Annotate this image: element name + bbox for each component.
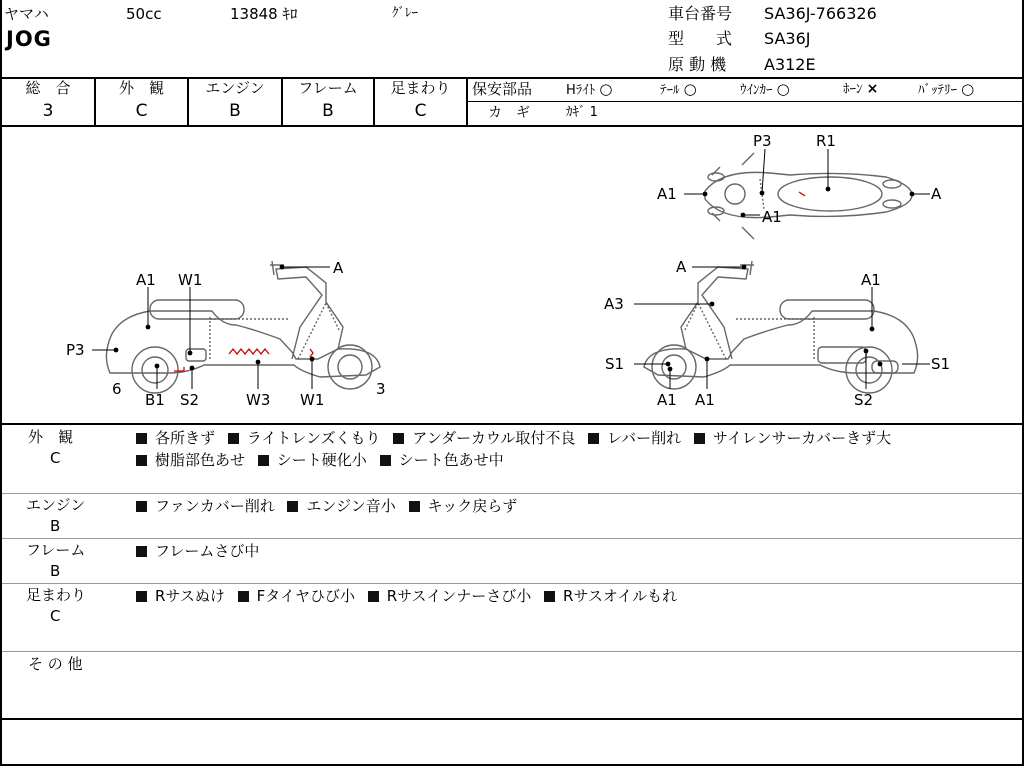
divider <box>2 583 1022 584</box>
remark-item: フレームさび中 <box>155 542 260 560</box>
grade-label-engine: エンジン <box>205 79 265 97</box>
safety-item-battery: ﾊﾞｯﾃﾘｰ ○ <box>918 80 975 98</box>
divider <box>467 101 1022 102</box>
diagram-label: A <box>931 185 942 203</box>
diagram-label: A3 <box>604 295 624 313</box>
remark-item: Fタイヤひび小 <box>256 587 355 605</box>
engine-model-value: A312E <box>764 55 816 74</box>
diagram-label: 6 <box>112 380 122 398</box>
section-grade-suspension: C <box>50 607 61 625</box>
diagram-label: S2 <box>854 391 874 409</box>
remark-item: キック戻らず <box>427 497 518 515</box>
diagram-label: A1 <box>695 391 715 409</box>
diagram-label: W1 <box>178 271 203 289</box>
diagram-label: W1 <box>300 391 325 409</box>
section-title-exterior: 外 観 <box>28 428 74 446</box>
key-value: ｶｷﾞ 1 <box>566 105 598 120</box>
displacement: 50cc <box>126 5 162 23</box>
remark-item: シート硬化小 <box>276 451 367 469</box>
diagram-label: P3 <box>753 132 772 150</box>
remark-item: 樹脂部色あせ <box>155 451 246 469</box>
section-title-engine: エンジン <box>26 496 86 514</box>
remark-line <box>136 585 685 607</box>
scooter-top-view-icon <box>705 153 912 239</box>
diagram-label: A <box>333 259 344 277</box>
diagram-label: W3 <box>246 391 271 409</box>
scratch-mark-icon <box>799 192 805 196</box>
type-value: SA36J <box>764 29 811 48</box>
remark-item: ファンカバー削れ <box>155 497 275 515</box>
grade-label-frame: フレーム <box>298 79 358 97</box>
divider <box>2 423 1022 425</box>
diagram-label: A1 <box>136 271 156 289</box>
mileage-unit: ｷﾛ <box>282 5 298 23</box>
grade-label-suspension: 足まわり <box>390 79 451 97</box>
safety-item-horn: ﾎｰﾝ × <box>843 81 879 97</box>
divider <box>2 651 1022 652</box>
remark-line <box>136 540 267 562</box>
diagram-label: A1 <box>657 185 677 203</box>
diagram-label: S2 <box>180 391 200 409</box>
diagram-label: A <box>676 258 687 276</box>
diagram-label: 3 <box>376 380 386 398</box>
frame-number-label: 車台番号 <box>668 4 733 23</box>
divider <box>466 78 468 126</box>
section-grade-frame: B <box>50 562 61 580</box>
remark-item: Rサスオイルもれ <box>563 587 678 605</box>
exterior-remarks <box>136 427 899 471</box>
safety-item-tail: ﾃｰﾙ ○ <box>660 80 697 98</box>
section-grade-exterior: C <box>50 449 61 467</box>
diagram-label: A1 <box>762 208 782 226</box>
type-label: 型 式 <box>668 29 733 48</box>
divider <box>2 493 1022 494</box>
diagram-label: A1 <box>657 391 677 409</box>
model-name: JOG <box>6 27 52 51</box>
remark-item: ライトレンズくもり <box>246 429 381 447</box>
section-grade-engine: B <box>50 517 61 535</box>
scratch-mark-icon <box>310 349 313 357</box>
diagram-label: R1 <box>816 132 836 150</box>
diagram-label: A1 <box>861 271 881 289</box>
remark-item: アンダーカウル取付不良 <box>412 429 576 447</box>
engine-model-label: 原 動 機 <box>668 55 727 74</box>
color: ｸﾞﾚｰ <box>392 6 418 21</box>
remark-item: シート色あせ中 <box>398 451 504 469</box>
grade-value-overall: 3 <box>42 101 54 121</box>
scratch-mark-icon <box>229 349 269 354</box>
divider <box>2 718 1022 720</box>
divider <box>2 538 1022 539</box>
section-title-other: そ の 他 <box>28 655 83 673</box>
diagram-label: S1 <box>605 355 625 373</box>
safety-item-winker: ｳｲﾝｶｰ ○ <box>740 80 790 98</box>
frame-number: SA36J-766326 <box>764 4 877 23</box>
maker: ヤマハ <box>4 5 49 23</box>
remark-line <box>136 449 899 471</box>
safety-parts-label: 保安部品 <box>472 80 533 98</box>
section-title-suspension: 足まわり <box>26 586 87 604</box>
diagram-label: S1 <box>931 355 951 373</box>
grade-label-overall: 総 合 <box>25 79 71 97</box>
frame-remarks <box>136 540 267 562</box>
remark-item: サイレンサーカバーきず大 <box>712 429 892 447</box>
grade-value-suspension: C <box>414 101 427 121</box>
remark-item: エンジン音小 <box>306 497 396 515</box>
remark-line <box>136 427 899 449</box>
grade-value-exterior: C <box>135 101 148 121</box>
grade-value-engine: B <box>229 101 241 121</box>
mileage <box>230 7 298 22</box>
key-label: カ ギ <box>488 105 530 121</box>
damage-diagram <box>0 127 1024 423</box>
remark-item: Rサスインナーさび小 <box>386 587 532 605</box>
grade-label-exterior: 外 観 <box>118 79 164 97</box>
remark-item: Rサスぬけ <box>155 587 225 605</box>
scratch-mark-icon <box>174 367 184 371</box>
mileage-value: 13848 <box>230 5 278 23</box>
engine-remarks <box>136 495 525 517</box>
safety-item-headlight: Hﾗｲﾄ ○ <box>566 80 613 98</box>
diagram-label: P3 <box>66 341 85 359</box>
remark-item: レバー削れ <box>607 429 682 447</box>
diagram-label: B1 <box>145 391 165 409</box>
remark-line <box>136 495 525 517</box>
grade-value-frame: B <box>322 101 334 121</box>
suspension-remarks <box>136 585 685 607</box>
remark-item: 各所きず <box>155 429 216 447</box>
section-title-frame: フレーム <box>26 541 86 559</box>
